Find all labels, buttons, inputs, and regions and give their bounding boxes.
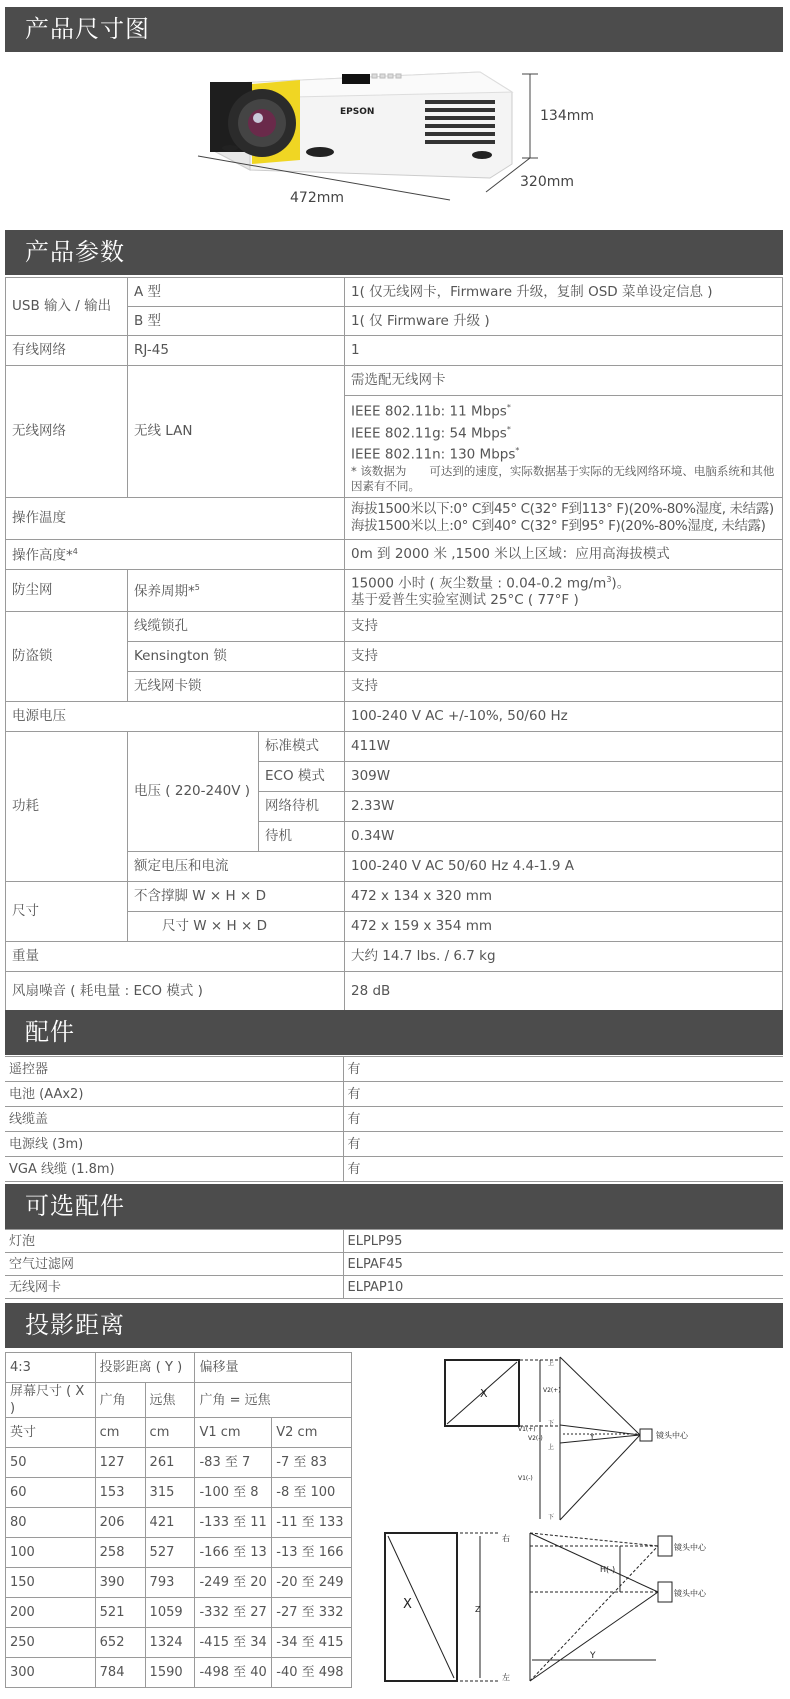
table-row: 50 127 261 -83 至 7 -7 至 83 (6, 1448, 352, 1478)
svg-text:Y: Y (590, 1433, 595, 1441)
proj-h-v2: V2 cm (272, 1418, 352, 1448)
section-optional-title: 可选配件 (5, 1184, 783, 1229)
proj-h-ratio: 4:3 (6, 1353, 96, 1383)
proj-h-wide: 广角 (95, 1383, 145, 1418)
temp-value (345, 497, 783, 539)
table-row: 80 206 421 -133 至 11 -11 至 133 (6, 1508, 352, 1538)
power-v2: 309W (345, 761, 783, 791)
svg-text:Y: Y (590, 1651, 596, 1661)
antitheft-v3: 支持 (345, 671, 783, 701)
projector-dimension-image (0, 52, 790, 228)
power-m4: 待机 (259, 821, 345, 851)
svg-text:镜头中心: 镜头中心 (674, 1543, 706, 1552)
size-label: 尺寸 (6, 881, 128, 941)
proj-h-same: 广角 = 远焦 (195, 1383, 352, 1418)
size-v1: 472 x 134 x 320 mm (345, 881, 783, 911)
power-v3: 2.33W (345, 791, 783, 821)
dust-label: 防尘网 (6, 569, 128, 611)
temp-label: 操作温度 (6, 497, 345, 539)
optional-row: 灯泡 ELPLP95 (5, 1230, 783, 1253)
altitude-label: 操作高度*$^4$ (6, 539, 345, 569)
proj-h-screen: 屏幕尺寸 ( X ) (6, 1383, 96, 1418)
optional-row: 无线网卡 ELPAP10 (5, 1276, 783, 1299)
table-row: 200 521 1059 -332 至 27 -27 至 332 (6, 1598, 352, 1628)
proj-h-inch: 英寸 (6, 1418, 96, 1448)
table-row: 250 652 1324 -415 至 34 -34 至 415 (6, 1628, 352, 1658)
proj-h-distance: 投影距离 ( Y ) (95, 1353, 195, 1383)
noise-value: 28 dB (345, 971, 783, 1011)
proj-h-tele: 远焦 (145, 1383, 195, 1418)
weight-label: 重量 (6, 941, 345, 971)
svg-text:左: 左 (502, 1673, 510, 1682)
wireless-label: 无线网络 (6, 366, 128, 498)
antitheft-r1: 线缆锁孔 (128, 611, 345, 641)
wired-sub: RJ-45 (128, 336, 345, 366)
svg-text:上: 上 (548, 1360, 555, 1367)
power-m3: 网络待机 (259, 791, 345, 821)
usb-b-value: 1( 仅 Firmware 升级 ) (345, 307, 783, 336)
wireless-value1: 需选配无线网卡 (345, 366, 783, 396)
svg-text:V2(+): V2(+) (543, 1387, 561, 1394)
antitheft-v1: 支持 (345, 611, 783, 641)
temp-line2: 海拔1500米以上:0° C到40° C(32° F到95° F)(20%-80%湿度, 未结露) (351, 518, 766, 534)
depth-label: 320mm (520, 174, 574, 190)
usb-label: USB 输入 / 输出 (6, 278, 128, 336)
height-label: 134mm (540, 108, 594, 124)
table-row: 100 258 527 -166 至 13 -13 至 166 (6, 1538, 352, 1568)
size-r1: 不含撑脚 W × H × D (128, 881, 345, 911)
wireless-note: * 该数据为 可达到的速度，实际数据基于实际的无线网络环境、电脑系统和其他因素有不同。 (351, 463, 775, 493)
power-m2: ECO 模式 (259, 761, 345, 791)
svg-text:V1(-): V1(-) (518, 1475, 533, 1482)
projection-offset-diagram (400, 1355, 730, 1525)
wireless-line2: IEEE 802.11g: 54 Mbps (351, 425, 507, 441)
temp-line1: 海拔1500米以下:0° C到45° C(32° F到113° F)(20%-80%湿度, 未结露) (351, 501, 774, 517)
svg-text:X: X (480, 1387, 488, 1400)
power-label: 功耗 (6, 731, 128, 881)
usb-b-type: B 型 (128, 307, 345, 336)
svg-text:镜头中心: 镜头中心 (656, 1431, 688, 1440)
svg-text:X: X (403, 1597, 412, 1612)
brand-logo: EPSON (340, 107, 375, 117)
svg-text:上: 上 (548, 1444, 555, 1451)
svg-text:V2(-): V2(-) (528, 1435, 543, 1442)
accessory-row: 遥控器 有 (5, 1057, 783, 1082)
wireless-value2: IEEE 802.11b: 11 Mbps* IEEE 802.11g: 54 Mbps* IEEE 802.11n: 130 Mbps* * 该数据为 可达到的速度，实际数据基于实际的无线网络环境、电脑系统和其他因素有不同。 (345, 396, 783, 498)
wireless-sub: 无线 LAN (128, 366, 345, 498)
antitheft-r3: 无线网卡锁 (128, 671, 345, 701)
size-r2: 尺寸 W × H × D (128, 911, 345, 941)
wired-value: 1 (345, 336, 783, 366)
table-row: 300 784 1590 -498 至 40 -40 至 498 (6, 1658, 352, 1688)
power-m1: 标准模式 (259, 731, 345, 761)
svg-text:下: 下 (548, 1420, 555, 1427)
wireless-line3: IEEE 802.11n: 130 Mbps (351, 446, 516, 463)
proj-h-cm2: cm (145, 1418, 195, 1448)
accessory-row: 电源线 (3m) 有 (5, 1132, 783, 1157)
power-rated: 额定电压和电流 (128, 851, 345, 881)
accessory-row: 电池 (AAx2) 有 (5, 1082, 783, 1107)
antitheft-label: 防盗锁 (6, 611, 128, 701)
width-label: 472mm (290, 190, 344, 206)
antitheft-v2: 支持 (345, 641, 783, 671)
noise-label: 风扇噪音 ( 耗电量 : ECO 模式 ) (6, 971, 345, 1011)
accessory-row: 线缆盖 有 (5, 1107, 783, 1132)
section-specs-title: 产品参数 (5, 230, 783, 275)
usb-a-value: 1( 仅无线网卡，Firmware 升级，复制 OSD 菜单设定信息 ) (345, 278, 783, 307)
accessory-row: VGA 线缆 (1.8m) 有 (5, 1157, 783, 1182)
power-v4: 0.34W (345, 821, 783, 851)
power-v1: 411W (345, 731, 783, 761)
voltage-value: 100-240 V AC +/-10%, 50/60 Hz (345, 701, 783, 731)
optional-table (5, 1229, 783, 1299)
accessories-table (5, 1056, 783, 1182)
section-dimensions-title: 产品尺寸图 (5, 7, 783, 52)
svg-text:下: 下 (548, 1514, 555, 1521)
section-projection-title: 投影距离 (5, 1303, 783, 1348)
antitheft-r2: Kensington 锁 (128, 641, 345, 671)
spec-table (5, 277, 783, 1012)
table-row: 60 153 315 -100 至 8 -8 至 100 (6, 1478, 352, 1508)
wired-label: 有线网络 (6, 336, 128, 366)
dust-sub: 保养周期*$^5$ (128, 569, 345, 611)
svg-text:右: 右 (502, 1534, 510, 1543)
table-row: 150 390 793 -249 至 20 -20 至 249 (6, 1568, 352, 1598)
dust-value: 15000 小时 ( 灰尘数量 : 0.04-0.2 $mg/m^3$)。 基于爱普生实验室测试 25°C ( 77°F ) (345, 569, 783, 611)
usb-a-type: A 型 (128, 278, 345, 307)
svg-text:镜头中心: 镜头中心 (674, 1589, 706, 1598)
weight-value: 大约 14.7 lbs. / 6.7 kg (345, 941, 783, 971)
wireless-line1: IEEE 802.11b: 11 Mbps (351, 403, 507, 420)
altitude-value: 0m 到 2000 米 ,1500 米以上区域：应用高海拔模式 (345, 539, 783, 569)
svg-text:Z: Z (475, 1605, 481, 1614)
proj-h-offset: 偏移量 (195, 1353, 352, 1383)
optional-row: 空气过滤网 ELPAF45 (5, 1253, 783, 1276)
projection-table (5, 1352, 352, 1688)
svg-text:V1(+): V1(+) (518, 1426, 536, 1433)
power-sub: 电压 ( 220-240V ) (128, 731, 259, 851)
size-v2: 472 x 159 x 354 mm (345, 911, 783, 941)
voltage-label: 电源电压 (6, 701, 345, 731)
section-accessories-title: 配件 (5, 1010, 783, 1055)
projection-shift-diagram (380, 1528, 740, 1686)
proj-h-v1: V1 cm (195, 1418, 272, 1448)
svg-text:H(-): H(-) (600, 1565, 616, 1574)
power-rated-value: 100-240 V AC 50/60 Hz 4.4-1.9 A (345, 851, 783, 881)
proj-h-cm1: cm (95, 1418, 145, 1448)
